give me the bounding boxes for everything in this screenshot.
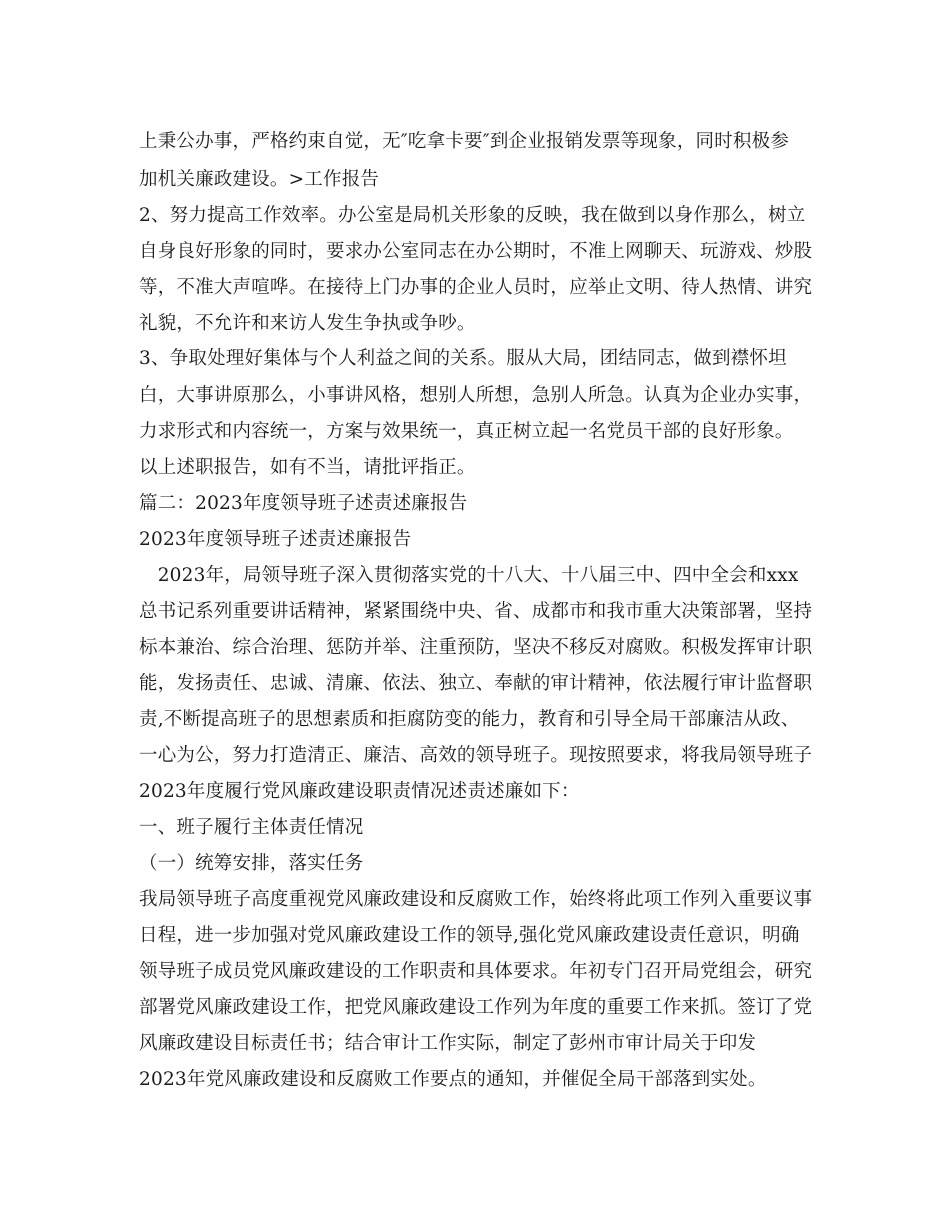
text-line: 能，发扬责任、忠诚、清廉、依法、独立、奉献的审计精神，依法履行审计监督职 xyxy=(139,673,813,694)
text-line: 标本兼治、综合治理、惩防并举、注重预防，坚决不移反对腐败。积极发挥审计职 xyxy=(139,637,813,658)
text-line: 力求形式和内容统一，方案与效果统一，真正树立起一名党员干部的良好形象。 xyxy=(139,421,794,442)
text-line: 3、争取处理好集体与个人利益之间的关系。服从大局，团结同志，做到襟怀坦 xyxy=(139,348,787,369)
text-line: 自身良好形象的同时，要求办公室同志在办公期时，不准上网聊天、玩游戏、炒股 xyxy=(139,241,813,262)
text-line: 2023年党风廉政建设和反腐败工作要点的通知，并催促全局干部落到实处。 xyxy=(139,1069,767,1090)
text-line: 日程，进一步加强对党风廉政建设工作的领导,强化党风廉政建设责任意识，明确 xyxy=(139,925,800,946)
text-line: 2023年度履行党风廉政建设职责情况述责述廉如下： xyxy=(139,781,580,802)
text-line: 以上述职报告，如有不当，请批评指正。 xyxy=(139,457,476,478)
text-line: 风廉政建设目标责任书；结合审计工作实际，制定了彭州市审计局关于印发 xyxy=(139,1033,757,1054)
text-line: 加机关廉政建设。>工作报告 xyxy=(139,169,380,190)
text-line: 部署党风廉政建设工作，把党风廉政建设工作列为年度的重要工作来抓。签订了党 xyxy=(139,997,813,1018)
text-line: 一心为公，努力打造清正、廉洁、高效的领导班子。现按照要求，将我局领导班子 xyxy=(139,745,813,766)
text-line: 2、努力提高工作效率。办公室是局机关形象的反映，我在做到以身作那么，树立 xyxy=(139,205,806,226)
text-line: 总书记系列重要讲话精神，紧紧围绕中央、省、成都市和我市重大决策部署，坚持 xyxy=(139,601,813,622)
text-line: 责,不断提高班子的思想素质和拒腐防变的能力，教育和引导全局干部廉洁从政、 xyxy=(139,709,800,730)
text-line: 2023年，局领导班子深入贯彻落实党的十八大、十八届三中、四中全会和xxx xyxy=(139,565,799,586)
subsection-heading: 一、班子履行主体责任情况 xyxy=(139,817,364,838)
text-line: 礼貌，不允许和来访人发生争执或争吵。 xyxy=(139,313,476,334)
text-line: 领导班子成员党风廉政建设的工作职责和具体要求。年初专门召开局党组会，研究 xyxy=(139,961,813,982)
text-line: 上秉公办事，严格约束自觉，无″吃拿卡要″到企业报销发票等现象，同时积极参 xyxy=(139,131,790,152)
text-line: 白，大事讲原那么，小事讲风格，想别人所想，急别人所急。认真为企业办实事， xyxy=(139,385,813,406)
section-heading: 篇二：2023年度领导班子述责述廉报告 xyxy=(139,493,468,514)
text-line: 我局领导班子高度重视党风廉政建设和反腐败工作，始终将此项工作列入重要议事 xyxy=(139,889,813,910)
subsection-heading: （一）统筹安排，落实任务 xyxy=(139,853,364,874)
text-line: 等，不准大声喧哗。在接待上门办事的企业人员时，应举止文明、待人热情、讲究 xyxy=(139,277,813,298)
report-title: 2023年度领导班子述责述廉报告 xyxy=(139,529,412,550)
